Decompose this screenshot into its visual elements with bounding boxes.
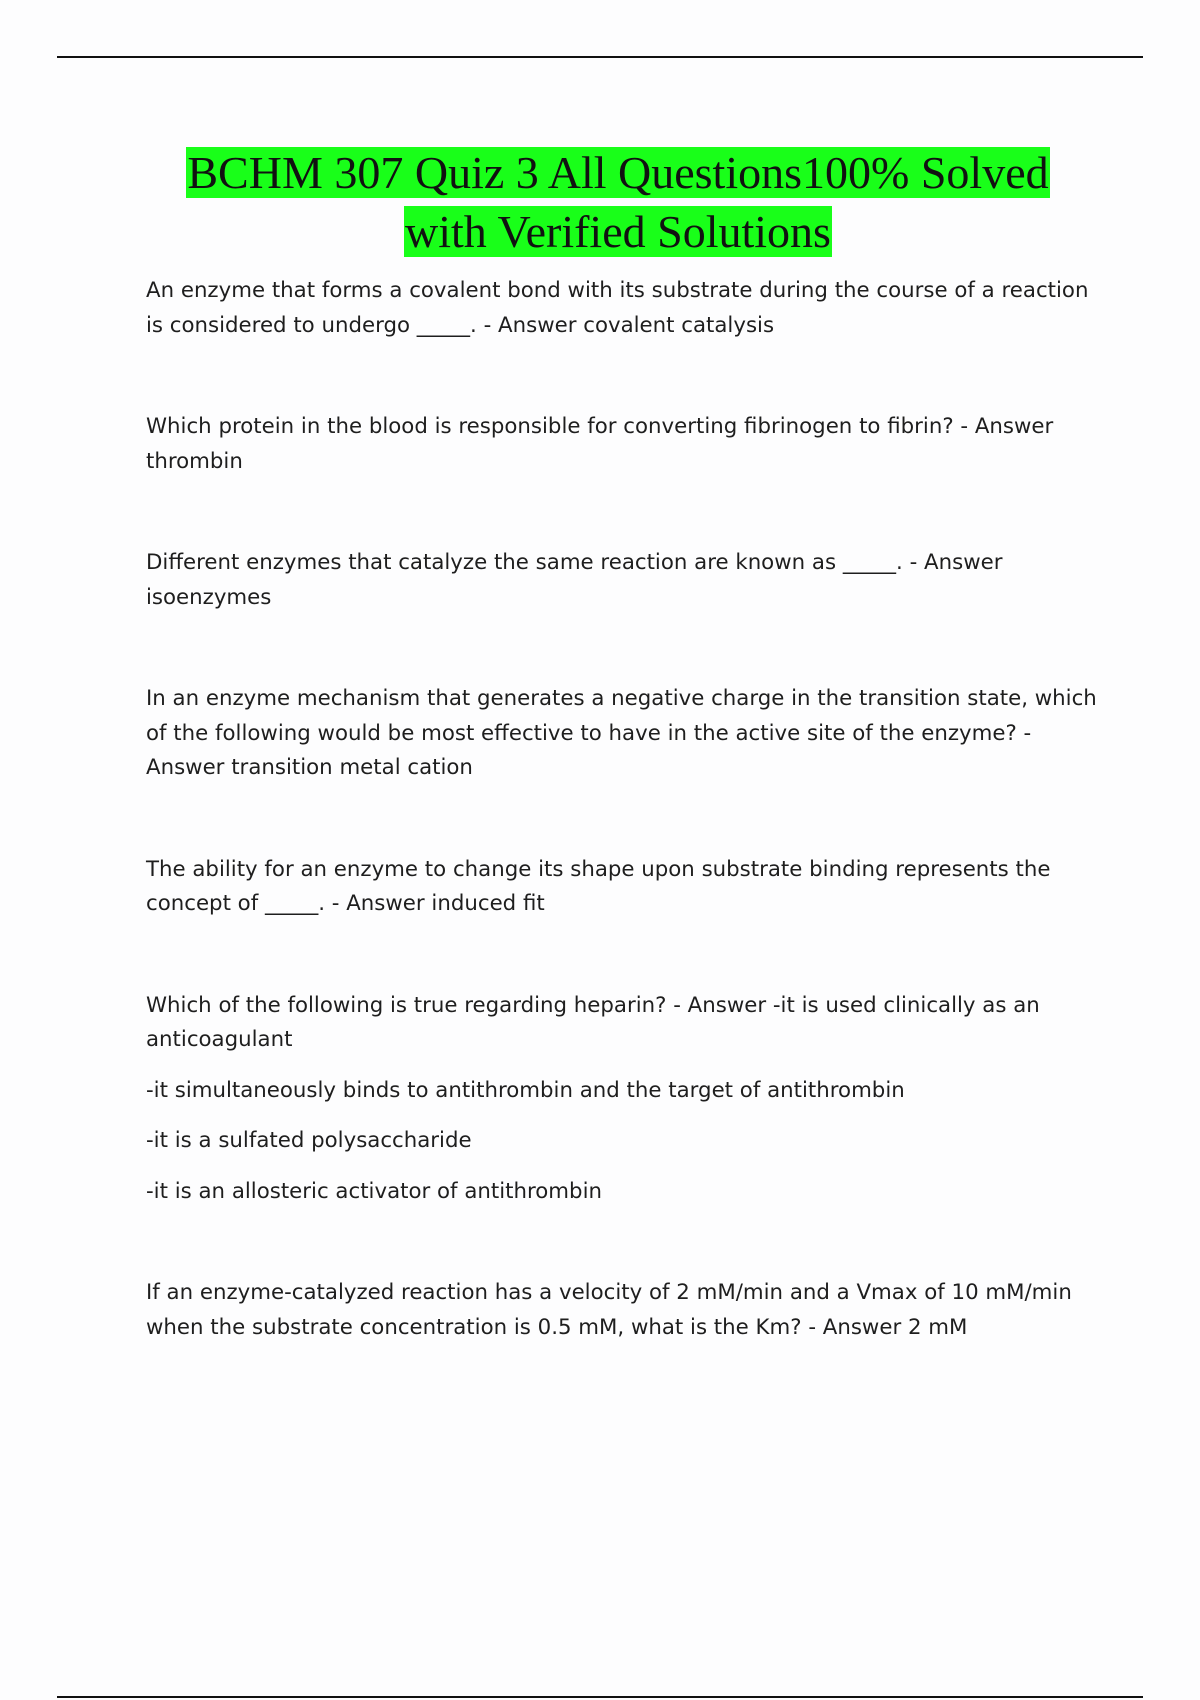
qa-line: Which of the following is true regarding heparin? - Answer -it is used clinically as an — [146, 992, 1040, 1018]
answer-option: -it simultaneously binds to antithrombin and the target of antithrombin — [146, 1077, 905, 1103]
qa-line: Which protein in the blood is responsible for converting fibrinogen to fibrin? - Answer — [146, 414, 1054, 439]
qa-item-2 — [146, 410, 1106, 479]
qa-line: If an enzyme-catalyzed reaction has a velocity of 2 mM/min and a Vmax of 10 mM/min — [146, 1280, 1072, 1305]
qa-item-6 — [146, 989, 1106, 1210]
qa-line: of the following would be most effective to have in the active site of the enzyme? - — [146, 720, 1032, 746]
qa-line: thrombin — [146, 448, 243, 474]
answer-option: -it is an allosteric activator of antithrombin — [146, 1178, 602, 1204]
qa-line: is considered to undergo _____. - Answer covalent catalysis — [146, 312, 775, 338]
qa-line: Different enzymes that catalyze the same reaction are known as _____. - Answer — [146, 550, 1003, 575]
qa-line: The ability for an enzyme to change its shape upon substrate binding represents the — [146, 856, 1051, 882]
qa-line: Answer transition metal cation — [146, 755, 473, 780]
title-line-1: BCHM 307 Quiz 3 All Questions100% Solved — [187, 147, 1049, 198]
qa-line: isoenzymes — [146, 584, 272, 610]
qa-item-3 — [146, 546, 1106, 615]
qa-line: concept of _____. - Answer induced fit — [146, 891, 545, 916]
answer-option: -it is a sulfated polysaccharide — [146, 1128, 472, 1153]
question-list — [146, 274, 1106, 1345]
top-rule — [57, 56, 1143, 58]
qa-line: In an enzyme mechanism that generates a negative charge in the transition state, which — [146, 686, 1097, 711]
document-title — [60, 143, 1176, 261]
title-line-2: with Verified Solutions — [405, 206, 831, 257]
bottom-rule — [57, 1696, 1143, 1698]
qa-item-7 — [146, 1276, 1106, 1345]
qa-line: An enzyme that forms a covalent bond with its substrate during the course of a reaction — [146, 278, 1089, 303]
qa-item-5 — [146, 853, 1106, 922]
qa-item-1 — [146, 274, 1106, 343]
qa-line: when the substrate concentration is 0.5 mM, what is the Km? - Answer 2 mM — [146, 1314, 968, 1340]
qa-item-4 — [146, 682, 1106, 786]
qa-line: anticoagulant — [146, 1027, 293, 1052]
